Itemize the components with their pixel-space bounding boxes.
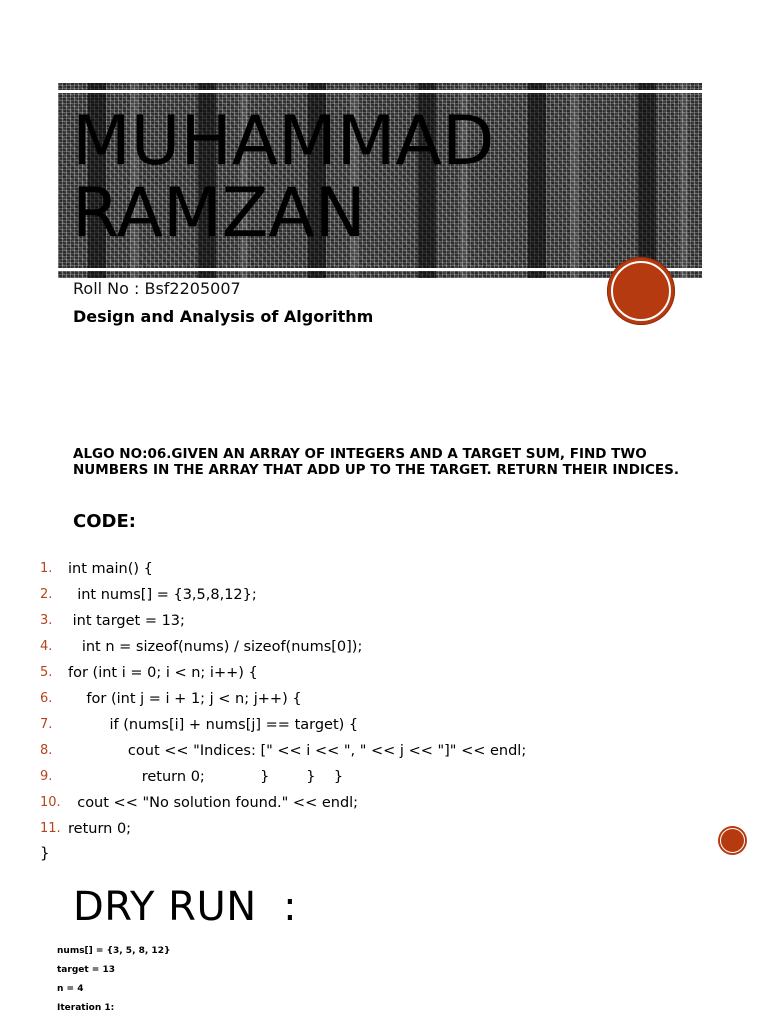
dry-run-item: n = 4	[57, 984, 84, 994]
code-text: return 0;	[68, 821, 132, 837]
code-heading: CODE:	[73, 511, 136, 532]
course-title: Design and Analysis of Algorithm	[73, 307, 374, 326]
code-text: cout << "Indices: [" << i << ", " << j << "]" << endl;	[68, 743, 527, 759]
code-text: if (nums[i] + nums[j] == target) {	[68, 717, 359, 733]
author-name-line-1: MUHAMMAD	[72, 102, 495, 181]
banner-bottom-rule	[58, 268, 702, 271]
line-number: 1.	[40, 561, 53, 576]
line-number: 4.	[40, 639, 53, 654]
line-number: 2.	[40, 587, 53, 602]
code-listing	[0, 556, 740, 842]
dry-run-heading: DRY RUN :	[73, 884, 298, 930]
code-text: return 0; } } }	[68, 769, 344, 785]
code-line	[0, 634, 740, 660]
code-line	[0, 764, 740, 790]
dry-run-item: Iteration 1:	[57, 1003, 115, 1013]
line-number: 5.	[40, 665, 53, 680]
algorithm-title: ALGO NO:06.GIVEN AN ARRAY OF INTEGERS AND A TARGET SUM, FIND TWO NUMBERS IN THE ARRAY THAT ADD UP TO THE TARGET. RETURN THEIR INDICES.	[73, 446, 679, 478]
code-text: int target = 13;	[68, 613, 185, 629]
code-text: int nums[] = {3,5,8,12};	[68, 587, 257, 603]
code-text: for (int j = i + 1; j < n; j++) {	[68, 691, 302, 707]
code-line	[0, 816, 740, 842]
code-text: cout << "No solution found." << endl;	[68, 795, 359, 811]
decorative-circle-icon	[607, 257, 675, 325]
code-line	[0, 660, 740, 686]
author-name-line-2: RAMZAN	[72, 174, 366, 253]
closing-brace: }	[40, 844, 50, 862]
dry-run-item: target = 13	[57, 965, 115, 975]
code-line	[0, 790, 740, 816]
dry-run-item: nums[] = {3, 5, 8, 12}	[57, 946, 171, 956]
dry-run-list	[57, 944, 170, 1020]
line-number: 11.	[40, 821, 61, 836]
code-text: int main() {	[68, 561, 153, 577]
code-line	[0, 712, 740, 738]
banner-top-rule	[58, 90, 702, 93]
code-line	[0, 608, 740, 634]
decorative-circle-icon	[718, 826, 747, 855]
line-number: 8.	[40, 743, 53, 758]
line-number: 6.	[40, 691, 53, 706]
code-line	[0, 556, 740, 582]
line-number: 10.	[40, 795, 61, 810]
code-line	[0, 686, 740, 712]
code-text: int n = sizeof(nums) / sizeof(nums[0]);	[68, 639, 363, 655]
line-number: 7.	[40, 717, 53, 732]
code-text: for (int i = 0; i < n; i++) {	[68, 665, 258, 681]
line-number: 3.	[40, 613, 53, 628]
author-name	[72, 102, 495, 253]
code-line	[0, 738, 740, 764]
code-line	[0, 582, 740, 608]
line-number: 9.	[40, 769, 53, 784]
roll-number: Roll No : Bsf2205007	[73, 279, 241, 298]
